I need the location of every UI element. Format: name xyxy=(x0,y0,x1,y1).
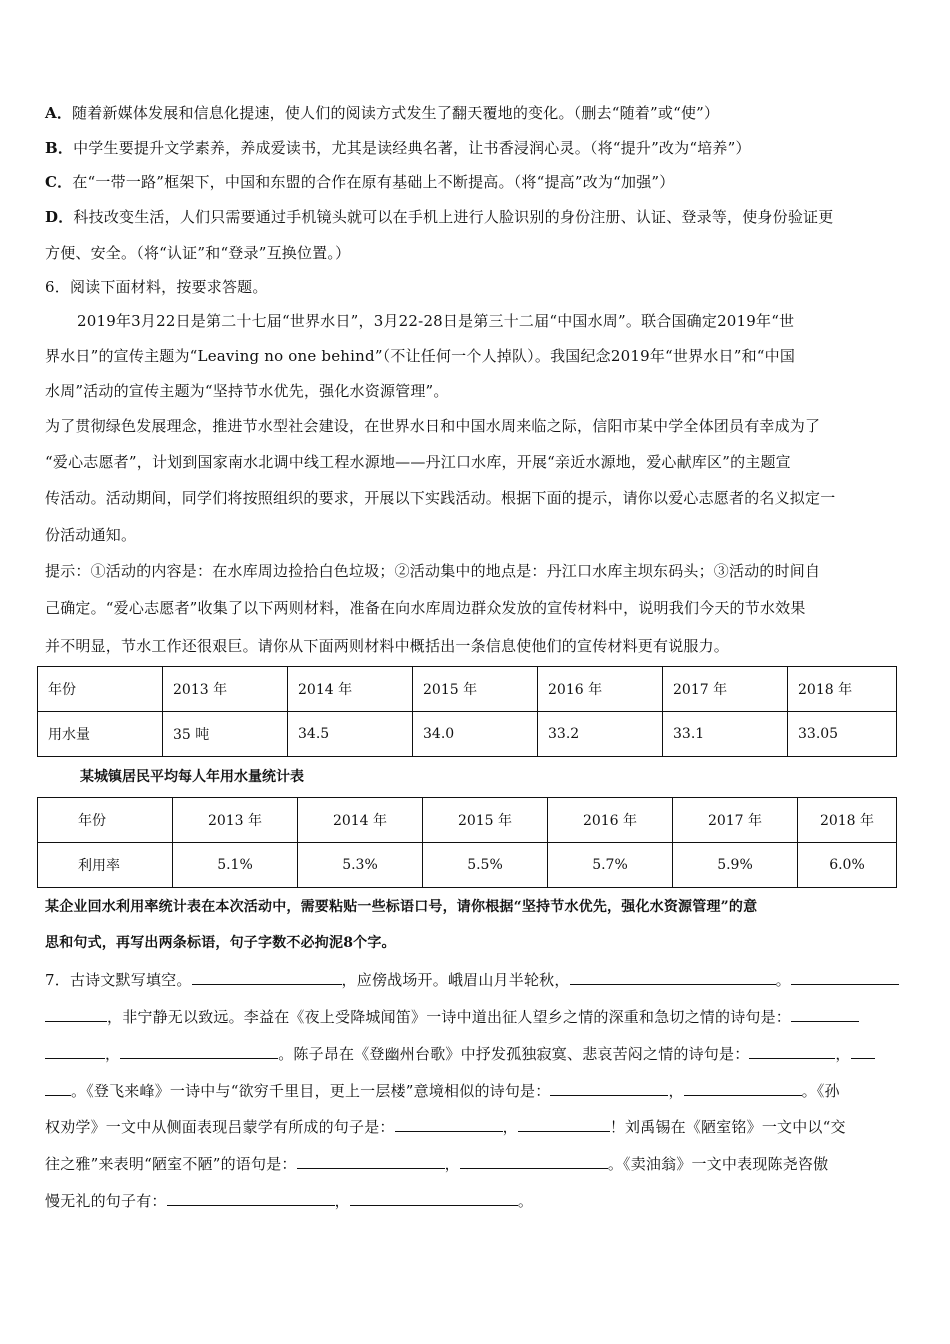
q6-p2-line: “爱心志愿者”，计划到国家南水北调中线工程水源地——丹江口水库，开展“亲近水源地，爱心献库区”的主题宣 xyxy=(45,453,791,471)
table-cell: 2017 年 xyxy=(663,667,788,712)
q6-after-line: 某企业回水利用率统计表在本次活动中，需要粘贴一些标语口号，请你根据“坚持节水优先，强化水资源管理”的意 xyxy=(45,899,758,915)
table-cell: 5.1% xyxy=(173,843,298,888)
q7-line: ，非宁静无以致远。李益在《夜上受降城闻笛》一诗中道出征人望乡之情的深重和急切之情的诗句是： xyxy=(45,1006,859,1027)
answer-blank[interactable] xyxy=(297,1153,445,1169)
table-row xyxy=(38,712,897,757)
table-cell: 用水量 xyxy=(38,712,163,757)
answer-blank[interactable] xyxy=(851,1043,875,1059)
table-cell: 5.9% xyxy=(673,843,798,888)
table-cell: 2018 年 xyxy=(788,667,897,712)
table-header-row xyxy=(38,798,897,843)
table-cell: 2015 年 xyxy=(413,667,538,712)
answer-blank[interactable] xyxy=(570,969,776,985)
table-cell: 33.05 xyxy=(788,712,897,757)
table-cell: 35 吨 xyxy=(163,712,288,757)
q6-hint-line: 并不明显，节水工作还很艰巨。请你从下面两则材料中概括出一条信息使他们的宣传材料更有说服力。 xyxy=(45,637,730,655)
table-cell: 利用率 xyxy=(38,843,173,888)
q7-line: 慢无礼的句子有： ， 。 xyxy=(45,1192,534,1210)
table-row xyxy=(38,843,897,888)
q6-after-line: 思和句式，再写出两条标语，句子字数不必拘泥8个字。 xyxy=(45,935,396,951)
answer-blank[interactable] xyxy=(45,1043,105,1059)
answer-blank[interactable] xyxy=(120,1043,278,1059)
table-cell: 2016 年 xyxy=(548,798,673,843)
table-cell: 年份 xyxy=(38,667,163,712)
option-b: B．中学生要提升文学素养，养成爱读书，尤其是读经典名著，让书香浸润心灵。（将“提升”改为“培养”） xyxy=(45,139,751,157)
answer-blank[interactable] xyxy=(518,1116,610,1132)
answer-blank[interactable] xyxy=(45,1006,107,1022)
answer-blank[interactable] xyxy=(45,1080,71,1096)
table-cell: 5.3% xyxy=(298,843,423,888)
q6-p1-line: 2019年3月22日是第二十七届“世界水日”，3月22-28日是第三十二届“中国水周”。联合国确定2019年“世 xyxy=(77,312,795,330)
table-cell: 5.7% xyxy=(548,843,673,888)
q6-p2-line: 为了贯彻绿色发展理念，推进节水型社会建设，在世界水日和中国水周来临之际，信阳市某中学全体团员有幸成为了 xyxy=(45,417,821,435)
table-cell: 2014 年 xyxy=(298,798,423,843)
q7-line: 7．古诗文默写填空。 ，应傍战场开。峨眉山月半轮秋， 。 xyxy=(45,969,899,990)
table-cell: 2014 年 xyxy=(288,667,413,712)
table-cell: 年份 xyxy=(38,798,173,843)
q6-p1-line: 界水日”的宣传主题为“Leaving no one behind”（不让任何一个人掉队）。我国纪念2019年“世界水日”和“中国 xyxy=(45,347,796,365)
q7-line: 权劝学》一文中从侧面表现吕蒙学有所成的句子是： ， ！刘禹锡在《陋室铭》一文中以“交 xyxy=(45,1118,846,1136)
answer-blank[interactable] xyxy=(791,1006,859,1022)
answer-blank[interactable] xyxy=(684,1080,802,1096)
table-cell: 2015 年 xyxy=(423,798,548,843)
q7-line: ， 。陈子昂在《登幽州台歌》中抒发孤独寂寞、悲哀苦闷之情的诗句是： ， xyxy=(45,1043,875,1064)
q7-line: 往之雅”来表明“陋室不陋”的语句是： ， 。《卖油翁》一文中表现陈尧咨傲 xyxy=(45,1155,829,1173)
table-cell: 2013 年 xyxy=(163,667,288,712)
table-cell: 2018 年 xyxy=(798,798,897,843)
answer-blank[interactable] xyxy=(749,1043,835,1059)
answer-blank[interactable] xyxy=(791,969,899,985)
water-usage-table xyxy=(37,666,897,757)
answer-blank[interactable] xyxy=(395,1116,503,1132)
table-cell: 2016 年 xyxy=(538,667,663,712)
table-cell: 2017 年 xyxy=(673,798,798,843)
q6-hint-line: 己确定。“爱心志愿者”收集了以下两则材料，准备在向水库周边群众发放的宣传材料中，说明我们今天的节水效果 xyxy=(45,599,806,617)
table-cell: 33.1 xyxy=(663,712,788,757)
q7-line: 。《登飞来峰》一诗中与“欲穷千里目，更上一层楼”意境相似的诗句是： ， 。《孙 xyxy=(45,1080,840,1101)
option-d-cont: 方便、安全。（将“认证”和“登录”互换位置。） xyxy=(45,244,351,262)
table-cell: 6.0% xyxy=(798,843,897,888)
answer-blank[interactable] xyxy=(460,1153,608,1169)
table-cell: 2013 年 xyxy=(173,798,298,843)
answer-blank[interactable] xyxy=(350,1190,518,1206)
answer-blank[interactable] xyxy=(192,969,342,985)
q6-p1-line: 水周”活动的宣传主题为“坚持节水优先，强化水资源管理”。 xyxy=(45,382,449,400)
option-a: A．随着新媒体发展和信息化提速，使人们的阅读方式发生了翻天覆地的变化。（删去“随着”或“使”） xyxy=(45,104,720,122)
answer-blank[interactable] xyxy=(550,1080,668,1096)
table-cell: 34.0 xyxy=(413,712,538,757)
table-cell: 34.5 xyxy=(288,712,413,757)
table-cell: 33.2 xyxy=(538,712,663,757)
q6-p2-line: 份活动通知。 xyxy=(45,526,137,544)
table-header-row xyxy=(38,667,897,712)
table1-caption: 某城镇居民平均每人年用水量统计表 xyxy=(80,769,304,785)
q6-p2-line: 传活动。活动期间，同学们将按照组织的要求，开展以下实践活动。根据下面的提示，请你以爱心志愿者的名义拟定一 xyxy=(45,489,836,507)
option-c: C．在“一带一路”框架下，中国和东盟的合作在原有基础上不断提高。（将“提高”改为“加强”） xyxy=(45,173,675,191)
q6-hint-line: 提示：①活动的内容是：在水库周边捡拾白色垃圾；②活动集中的地点是：丹江口水库主坝东码头；③活动的时间自 xyxy=(45,562,821,580)
water-reuse-table xyxy=(37,797,897,888)
answer-blank[interactable] xyxy=(167,1190,335,1206)
q6-title: 6．阅读下面材料，按要求答题。 xyxy=(45,278,268,296)
option-d: D．科技改变生活，人们只需要通过手机镜头就可以在手机上进行人脸识别的身份注册、认证、登录等，使身份验证更 xyxy=(45,208,834,226)
table-cell: 5.5% xyxy=(423,843,548,888)
